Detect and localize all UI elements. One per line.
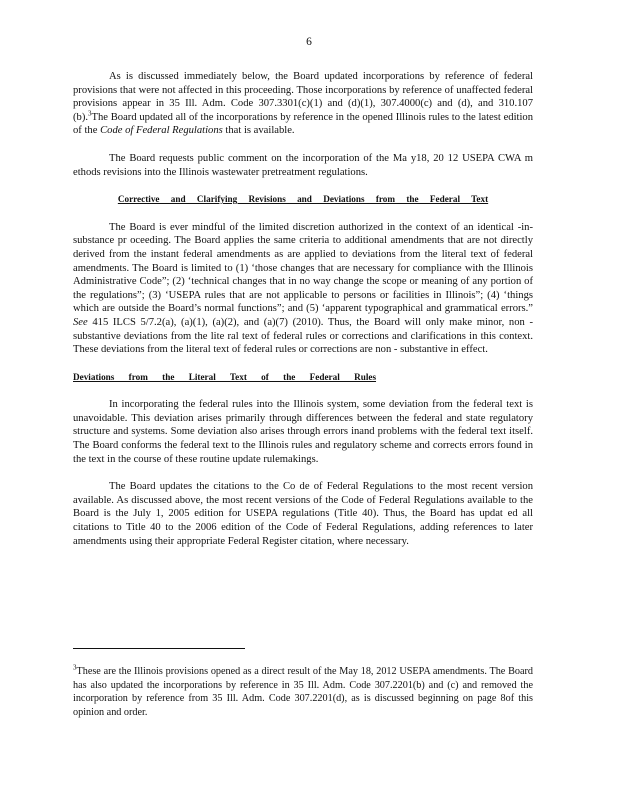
paragraph-deviation: In incorporating the federal rules into the Illinois system, some deviation from the federal text is unavoidable. This deviation arises primarily through differences between the federal and state regulatory structure and systems. Some deviation also arises through errors inand problems with the federal text itself. The Board conforms the federal text to the Illinois rules and regulatory scheme and corrects errors found in the text in the course of these routine update rulemakings. (73, 399, 533, 465)
footnote-text: These are the Illinois provisions opened as a direct result of the May 18, 2012 USEPA amendments. The Board has also updated the incorporations by reference in 35 Ill. Adm. Code 307.2201(b) and (c) and removed the incorporation by reference from 35 Ill. Adm. Code 307.2201(d), as is discussed beginning on page 8of this opinion and order. (73, 666, 533, 718)
page-number: 6 (306, 36, 312, 48)
section-heading-deviations: Deviations from the Literal Text of the Federal Rules (73, 371, 377, 382)
footnote-marker: 3 (73, 663, 77, 672)
cfr-title: Code of Federal Regulations (100, 125, 223, 137)
page-body (73, 70, 533, 562)
paragraph-public-comment: The Board requests public comment on the incorporation of the Ma y18, 20 12 USEPA CWA m ethods revisions into the Illinois wastewater pretreatment regulations. (73, 152, 533, 178)
paragraph-text: As is discussed immediately below, the Board updated incorporations by reference of federal provisions that were not affected in this proceeding. Those incorporations by reference of unaffected federal provisions appear in 35 Ill. Adm. Code 307.3301(c)(1) and (d)(1), 307.4000(c) and (d), and 310.107 (b). (73, 71, 533, 123)
footnote (73, 665, 533, 719)
footnote-reference: 3 (88, 109, 92, 118)
paragraph-text: The Board is ever mindful of the limited discretion authorized in the context of an identical -in-substance pr oceeding. The Board applies the same criteria to additional amendments that are not directly derived from the instant federal amendments as are applied to deviations from the literal text of federal amendments. The Board is limited to (1) ‘those changes that are necessary for compliance with the Illinois Administrative Code”; (2) ‘technical changes that in no way change the scope or meaning of any portion of the regulations”; (3) ‘USEPA rules that are not applicable to persons or facilities in Illinois”; (4) ‘things which are outside the Board’s normal functions”; and (5) ‘apparent typographical and grammatical errors.” (73, 221, 533, 315)
see-signal: See (73, 316, 88, 328)
section-heading-corrective: Corrective and Clarifying Revisions and Deviations from the Federal Text (117, 194, 489, 205)
paragraph-text: 415 ILCS 5/7.2(a), (a)(1), (a)(2), and (a)(7) (2010). Thus, the Board will only make minor, non -substantive deviations from the lite ral text of federal rules or corrections and clarifications in this context. These deviations from the literal text of federal rules or corrections are non - substantive in effect. (73, 316, 533, 356)
paragraph-citations: The Board updates the citations to the Co de of Federal Regulations to the most recent version available. As discussed above, the most recent versions of the Code of Federal Regulations available to the Board is the July 1, 2005 edition for USEPA regulations (Title 40). Thus, the Board has updat ed all citations to Title 40 to the 2006 edition of the Code of Federal Regulations, adding references to later amendments using their appropriate Federal Register citation, where necessary. (73, 481, 533, 547)
footnote-separator (73, 648, 245, 649)
paragraph-text: The Board updated all of the incorporations by reference in the opened Illinois rules to the latest edition of the (73, 111, 533, 137)
paragraph-incorporations (73, 70, 533, 138)
paragraph-text: that is available. (222, 125, 295, 137)
paragraph-discretion (73, 221, 533, 357)
